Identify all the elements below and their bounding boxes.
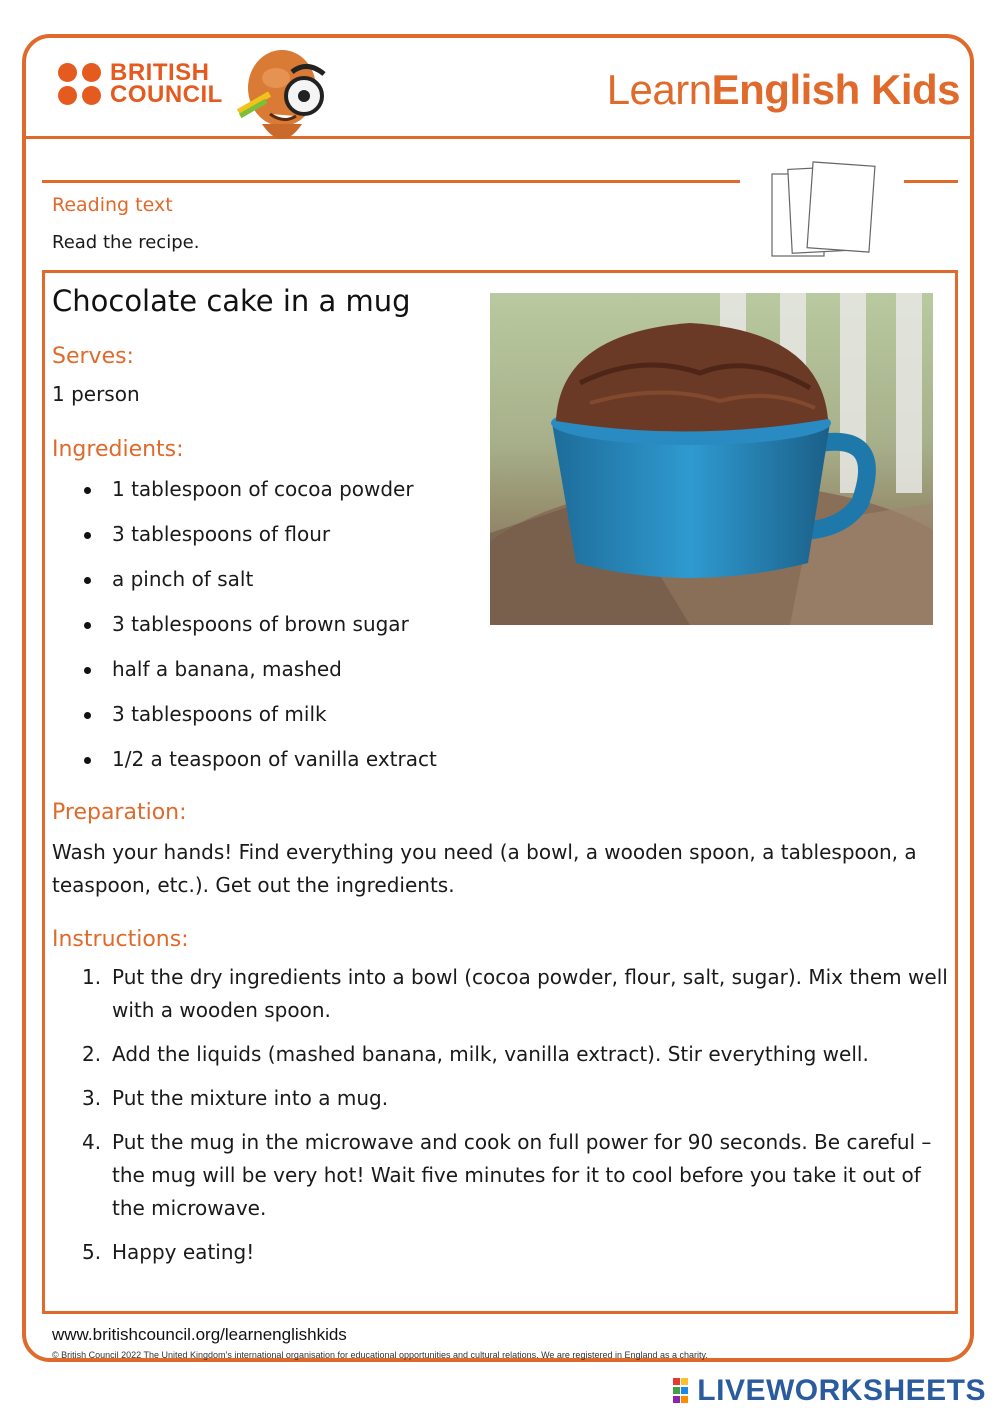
step-number: 3. <box>82 1086 102 1110</box>
liveworksheets-wordmark: LIVEWORKSHEETS <box>697 1374 986 1407</box>
papers-icon <box>768 160 880 260</box>
instruction-step <box>52 1082 952 1115</box>
step-text: Add the liquids (mashed banana, milk, vanilla extract). Stir everything well. <box>112 1042 869 1066</box>
instructions-list <box>52 961 952 1280</box>
learnenglish-kids-logo <box>607 66 960 114</box>
ingredients-heading: Ingredients: <box>52 437 184 462</box>
ingredient-item: 3 tablespoons of flour <box>112 517 437 562</box>
step-text: Put the mug in the microwave and cook on full power for 90 seconds. Be careful – the mug will be very hot! Wait five minutes for it to cool before you take it out of the microwave. <box>112 1130 932 1220</box>
instruction-step <box>52 961 952 1027</box>
british-council-dots-icon <box>58 63 102 105</box>
british-council-line1: BRITISH <box>110 59 210 86</box>
step-number: 2. <box>82 1042 102 1066</box>
ingredient-item: a pinch of salt <box>112 562 437 607</box>
section-label: Reading text <box>52 194 173 216</box>
ingredient-item: 1 tablespoon of cocoa powder <box>112 472 437 517</box>
ingredients-list <box>52 472 437 787</box>
instruction-step <box>52 1126 952 1225</box>
step-text: Happy eating! <box>112 1240 255 1264</box>
step-text: Put the dry ingredients into a bowl (cocoa powder, flour, salt, sugar). Mix them well with a wooden spoon. <box>112 965 948 1022</box>
preparation-heading: Preparation: <box>52 800 187 825</box>
step-number: 4. <box>82 1130 102 1154</box>
instruction-step <box>52 1038 952 1071</box>
instruction-step <box>52 1236 952 1269</box>
british-council-logo <box>58 59 223 108</box>
section-rule-right <box>904 180 958 183</box>
ingredient-item: 3 tablespoons of brown sugar <box>112 607 437 652</box>
liveworksheets-logo <box>673 1374 986 1408</box>
liveworksheets-icon <box>673 1378 697 1404</box>
instructions-heading: Instructions: <box>52 927 189 952</box>
ingredient-item: 3 tablespoons of milk <box>112 697 437 742</box>
logo-kids: Kids <box>859 66 960 113</box>
ingredient-item: half a banana, mashed <box>112 652 437 697</box>
mascot-icon <box>232 46 332 156</box>
footer-url[interactable]: www.britishcouncil.org/learnenglishkids <box>52 1325 347 1344</box>
step-text: Put the mixture into a mug. <box>112 1086 389 1110</box>
footer-copyright: © British Council 2022 The United Kingdom’s international organisation for educational opportunities and cultural relations. We are registered in England as a charity. <box>52 1350 708 1360</box>
preparation-text: Wash your hands! Find everything you need (a bowl, a wooden spoon, a tablespoon, a teaspoon, etc.). Get out the ingredients. <box>52 840 917 897</box>
worksheet-instruction: Read the recipe. <box>52 232 200 253</box>
chocolate-mug-cake-photo <box>490 293 933 625</box>
step-number: 5. <box>82 1240 102 1264</box>
step-number: 1. <box>82 965 102 989</box>
logo-english: English <box>711 66 860 113</box>
section-rule-left <box>42 180 740 183</box>
recipe-title: Chocolate cake in a mug <box>52 284 411 318</box>
british-council-line2: COUNCIL <box>110 81 223 108</box>
serves-value: 1 person <box>52 382 140 406</box>
header-divider <box>26 136 974 139</box>
logo-learn: Learn <box>606 66 712 113</box>
serves-heading: Serves: <box>52 344 134 369</box>
ingredient-item: 1/2 a teaspoon of vanilla extract <box>112 742 437 787</box>
